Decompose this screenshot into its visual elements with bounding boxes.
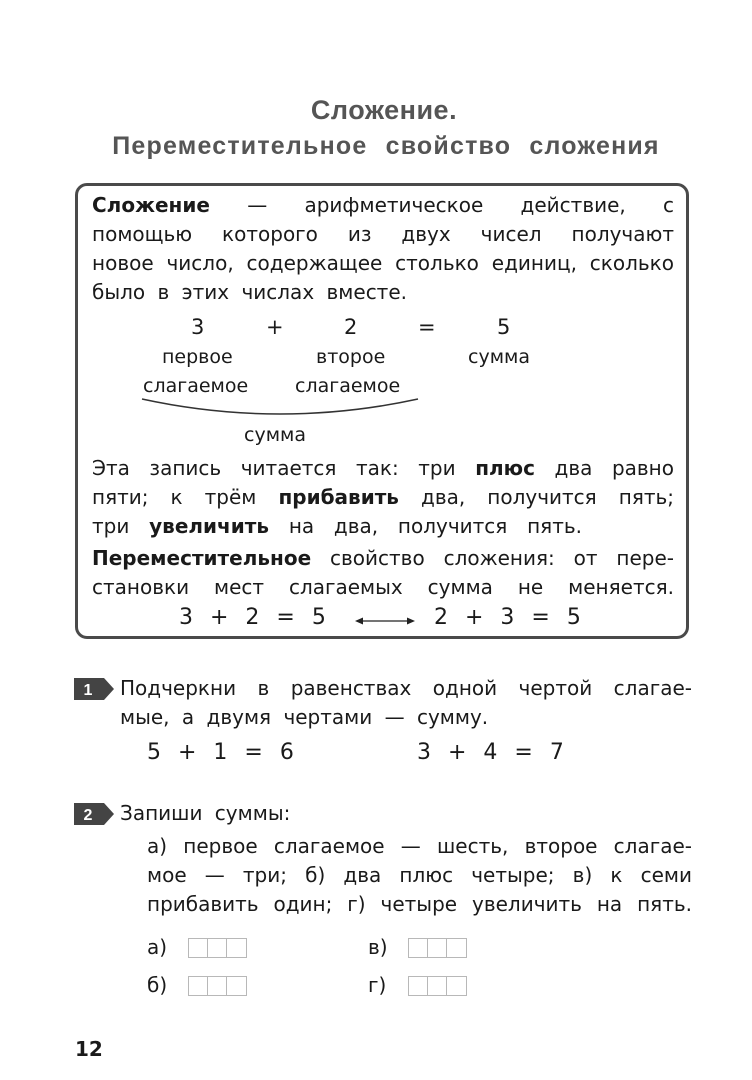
definition-line-1-text: — арифметическое действие, с: [247, 193, 675, 217]
task-1-badge: [74, 678, 114, 700]
property-equation-left: 3 + 2 = 5: [179, 605, 326, 630]
definition-line-3: новое число, содержащее столько единиц, сколько: [92, 251, 674, 275]
reading-line-2-post: два, получится пять;: [421, 485, 675, 509]
label-addend-2: слагаемое: [295, 375, 401, 397]
example-addend-2: 2: [344, 315, 358, 339]
page-title: Сложение.: [310, 95, 458, 125]
definition-line-2: помощью которого из двух чисел получают: [92, 222, 674, 246]
property-equation-right: 2 + 3 = 5: [434, 605, 581, 630]
reading-keyword-plus: плюс: [475, 456, 535, 480]
reading-keyword-add: прибавить: [278, 485, 399, 509]
property-line-2: становки мест слагаемых сумма не меняется.: [92, 575, 674, 599]
label-addend-1: слагаемое: [143, 375, 249, 397]
example-sum: 5: [497, 315, 511, 339]
answer-cells-a[interactable]: [188, 938, 247, 958]
label-first: первое: [162, 346, 233, 368]
label-second: второе: [316, 346, 386, 368]
example-equals: =: [418, 315, 436, 339]
label-sum: сумма: [468, 346, 531, 368]
task-2-prompt: Запиши суммы:: [120, 801, 291, 825]
brace-icon: [140, 395, 420, 425]
reading-keyword-increase: увеличить: [149, 514, 270, 538]
answer-cells-v[interactable]: [408, 938, 467, 958]
definition-term: Сложение: [92, 193, 210, 217]
task-1-line-2: мые, а двумя чертами — сумму.: [120, 705, 489, 729]
answer-cells-b[interactable]: [188, 976, 247, 996]
answer-label-b: б): [147, 973, 168, 997]
reading-line-1-pre: Эта запись читается так: три: [92, 456, 456, 480]
definition-line-1: [92, 191, 674, 220]
reading-line-3: [92, 512, 582, 541]
brace-label: сумма: [244, 424, 307, 446]
task-2-line-1: а) первое слагаемое — шесть, второе слагае-: [147, 834, 692, 858]
task-1-equation-1: 5 + 1 = 6: [147, 740, 294, 765]
answer-cells-g[interactable]: [408, 976, 467, 996]
definition-line-4: было в этих числах вместе.: [92, 280, 407, 304]
task-1-number: 1: [83, 682, 93, 699]
reading-line-2-pre: пяти; к трём: [92, 485, 257, 509]
task-2-line-3: прибавить один; г) четыре увеличить на пять.: [147, 892, 692, 916]
answer-label-v: в): [368, 935, 388, 959]
reading-line-3-pre: три: [92, 514, 130, 538]
task-2-line-2: мое — три; б) два плюс четыре; в) к семи: [147, 863, 692, 887]
answer-label-a: а): [147, 935, 168, 959]
page-subtitle: Переместительное свойство сложения: [112, 132, 660, 160]
example-addend-1: 3: [191, 315, 205, 339]
answer-label-g: г): [368, 973, 387, 997]
double-arrow-icon: [354, 615, 416, 627]
task-1-line-1: Подчеркни в равенствах одной чертой слагае-: [120, 676, 692, 700]
reading-line-3-post: на два, получится пять.: [288, 514, 583, 538]
task-2-number: 2: [83, 807, 93, 824]
reading-line-2: [92, 483, 674, 512]
reading-line-1: [92, 454, 674, 483]
task-1-equation-2: 3 + 4 = 7: [417, 740, 564, 765]
task-2-badge: [74, 803, 114, 825]
property-line-1-text: свойство сложения: от пере-: [330, 546, 674, 570]
example-plus: +: [266, 315, 284, 339]
page-number: 12: [75, 1037, 103, 1061]
reading-line-1-post: два равно: [554, 456, 674, 480]
property-term: Переместительное: [92, 546, 312, 570]
property-line-1: [92, 544, 674, 573]
